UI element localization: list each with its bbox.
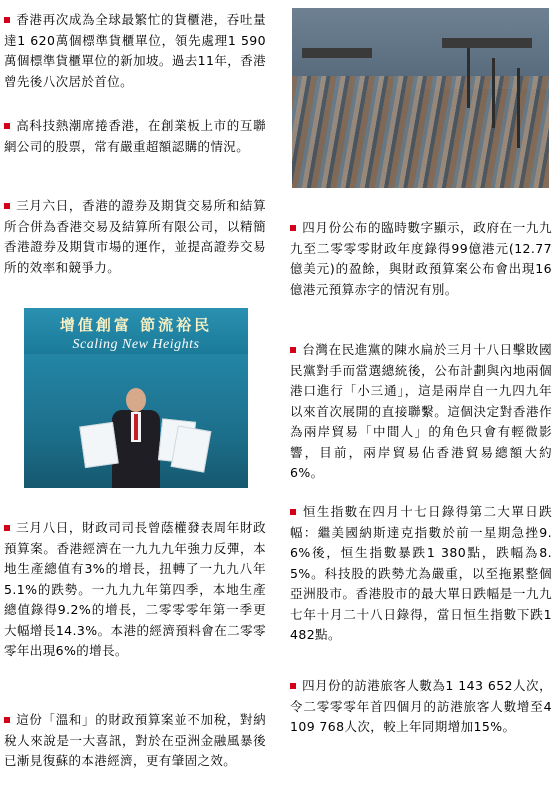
news-item-visitors	[290, 676, 552, 738]
news-item-taiwan	[290, 340, 552, 484]
banner-english-title: Scaling New Heights	[72, 337, 200, 352]
bullet-icon	[4, 525, 10, 531]
crane-icon	[467, 48, 470, 108]
crane-icon	[517, 68, 520, 148]
bullet-icon	[4, 123, 10, 129]
container-yard	[292, 76, 549, 188]
banner-chinese-title: 增值創富 節流裕民	[59, 316, 213, 334]
document-left	[79, 422, 119, 468]
news-item-text: 四月份公布的臨時數字顯示，政府在一九九九至二零零零財政年度錄得99億港元(12.77億美元)的盈餘，與財政預算案公布會出現16億港元預算赤字的情況有別。	[290, 220, 552, 297]
bullet-icon	[290, 225, 296, 231]
bullet-icon	[290, 509, 296, 515]
news-item-hang-seng	[290, 502, 552, 646]
bullet-icon	[290, 683, 296, 689]
news-item-text: 四月份的訪港旅客人數為1 143 652人次，令二零零零年首四個月的訪港旅客人數增至4 109 768人次，較上年同期增加15%。	[290, 678, 552, 734]
banner-header	[24, 308, 248, 354]
person-head	[126, 388, 146, 412]
news-item-text: 台灣在民進黨的陳水扁於三月十八日擊敗國民黨對手而當選總統後，公布計劃與內地兩個港口進行「小三通」，這是兩岸自一九四九年以來首次展開的直接聯繫。這個決定對香港作為兩岸貿易「中間人」的角色只會有輕微影響，目前，兩岸貿易佔香港貿易總額大約6%。	[290, 342, 552, 480]
news-item-text: 恒生指數在四月十七日錄得第二大單日跌幅：繼美國納斯達克指數於前一星期急挫9.6%後，恒生指數暴跌1 380點，跌幅為8.5%。科技股的跌勢尤為嚴重，以至拖累整個亞洲股市。香港股市的最大單日跌幅是一九九七年十月二十八日錄得，當日恒生指數下跌1 482點。	[290, 504, 552, 642]
bullet-icon	[4, 717, 10, 723]
budget-banner-photo	[24, 308, 248, 488]
container-port-photo	[292, 8, 549, 188]
news-item-exchange-merger	[4, 196, 266, 278]
news-item-text: 這份「溫和」的財政預算案並不加稅，對納稅人來說是一大喜訊，對於在亞洲金融風暴後已漸見復蘇的本港經濟，更有肇固之效。	[4, 712, 266, 768]
news-item-surplus	[290, 218, 552, 300]
news-item-container-port	[4, 10, 266, 92]
news-item-mild-budget	[4, 710, 266, 772]
bullet-icon	[4, 17, 10, 23]
news-item-text: 香港再次成為全球最繁忙的貨櫃港，吞吐量達1 620萬個標準貨櫃單位，領先處理1 590萬個標準貨櫃單位的新加坡。過去11年，香港曾先後八次居於首位。	[4, 12, 266, 89]
news-item-text: 三月六日，香港的證券及期貨交易所和結算所合併為香港交易及結算所有限公司，以精簡香港證券及期貨市場的運作，並提高證券交易所的效率和競爭力。	[4, 198, 266, 275]
news-item-budget	[4, 518, 266, 662]
news-item-text: 高科技熱潮席捲香港，在創業板上市的互聯網公司的股票，常有嚴重超額認購的情況。	[4, 118, 266, 154]
crane-icon	[492, 58, 495, 128]
bullet-icon	[290, 347, 296, 353]
news-item-text: 三月八日，財政司司長曾蔭權發表周年財政預算案。香港經濟在一九九九年強力反彈，本地生產總值有3%的增長，扭轉了一九九八年5.1%的跌勢。一九九九年第四季，本地生產總值錄得9.2%的增長，二零零零年第一季更大幅增長14.3%。本港的經濟預料會在二零零零年出現6%的增長。	[4, 520, 266, 658]
news-item-hi-tech	[4, 116, 266, 157]
bullet-icon	[4, 203, 10, 209]
